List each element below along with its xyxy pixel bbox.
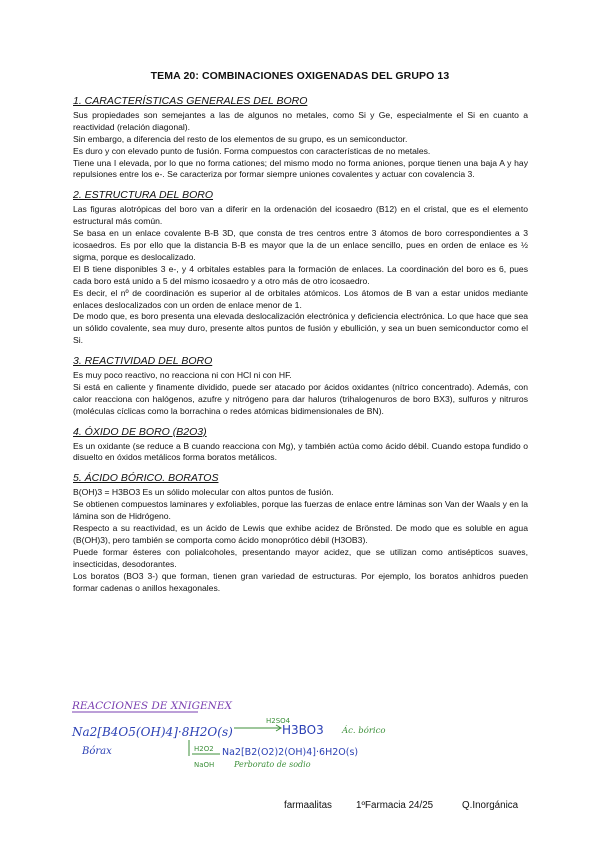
paragraph: Sin embargo, a diferencia del resto de los elementos de su grupo, es un semiconductor. [73, 133, 408, 144]
handwritten-reagent-2b: NaOH [194, 761, 215, 769]
section-heading: 5. ÁCIDO BÓRICO. BORATOS [73, 472, 219, 485]
paragraph: Es muy poco reactivo, no reacciona ni con HCl ni con HF. [73, 370, 292, 381]
paragraph: Los boratos (BO3 3-) que forman, tienen gran variedad de estructuras. Por ejemplo, los boratos anhidros pueden formar cadenas o anillos hexagonales. [73, 570, 528, 593]
paragraph: Si está en caliente y finamente dividido, puede ser atacado por ácidos oxidantes (nítrico concentrado). Además, con calor reacciona con halógenos, azufre y nitrógeno para dar haluros (trihalogenuros de boro BX3), sulfuros y nitruros (moléculas cíclicas como la borrachina o redes atómicas bidimensionales de BN). [73, 381, 528, 416]
handwritten-product-1: H3BO3 [282, 723, 324, 737]
document-body [73, 96, 528, 594]
footer-author: farmaalitas [284, 800, 332, 811]
paragraph: B(OH)3 = H3BO3 Es un sólido molecular con altos puntos de fusión. [73, 487, 334, 498]
handwritten-heading: REACCIONES DE XNIGENEX [72, 700, 232, 712]
paragraph: El B tiene disponibles 3 e-, y 4 orbitales estables para la formación de enlaces. La coordinación del boro es 6, pues cada boro está unido a 5 del mismo icosaedro y a otro más de otro icosaedro. [73, 263, 528, 286]
paragraph: Respecto a su reactividad, es un ácido de Lewis que exhibe acidez de Brönsted. De modo que es soluble en agua (B(OH)3), pero también se comporta como ácido monoprótico débil (H3OB3). [73, 523, 528, 545]
paragraph: Se obtienen compuestos laminares y exfoliables, porque las fuerzas de enlace entre láminas son Van der Waals y en la lámina son de Hidrógeno. [73, 499, 528, 522]
section-heading: 3. REACTIVIDAD DEL BORO [73, 355, 213, 368]
section-heading: 2. ESTRUCTURA DEL BORO [73, 189, 214, 202]
paragraph: Las figuras alotrópicas del boro van a diferir en la ordenación del icosaedro (B12) en el cristal, que es el elemento estructural más común. [73, 204, 528, 227]
paragraph: De modo que, es boro presenta una elevada deslocalización electrónica y deficiencia electrónica. Lo que hace que sea un sólido covalente, sea muy duro, presente altos puntos de fusión y ebullición, y sea un buen semiconductor como el Si. [73, 311, 528, 346]
handwritten-reagent-1: H2SO4 [266, 717, 291, 725]
handwritten-reagent-2a: H2O2 [194, 745, 214, 753]
handwritten-notes [70, 696, 410, 774]
paragraph: Se basa en un enlace covalente B-B 3D, que consta de tres centros entre 3 átomos de boro correspondientes a 3 icosaedros. Es por ello que la distancia B-B es mayor que la de un enlace sencillo, pues en orden de enlace es ½ sigma, porque es deslocalizado. [73, 228, 528, 262]
handwritten-product-2-note: Perborato de sodio [234, 760, 311, 769]
paragraph: Es decir, el nº de coordinación es superior al de orbitales atómicos. Los átomos de B van a estar unidos mediante enlaces deslocalizados con un orden de enlace menor de 1. [73, 287, 528, 310]
handwritten-reactant: Na2[B4O5(OH)4]·8H2O(s) [72, 725, 233, 739]
footer-subject: Q.Inorgánica [462, 800, 519, 811]
handwritten-borax-label: Bórax [82, 746, 112, 757]
paragraph: Sus propiedades son semejantes a las de algunos no metales, como Si y Ge, especialmente el Si en cuanto a reactividad (relación diagonal). [73, 109, 528, 132]
handwritten-product-2: Na2[B2(O2)2(OH)4]·6H2O(s) [222, 747, 359, 758]
page-title: TEMA 20: COMBINACIONES OXIGENADAS DEL GRUPO 13 [150, 70, 450, 82]
section-heading: 1. CARACTERÍSTICAS GENERALES DEL BORO [73, 95, 308, 107]
footer-course: 1ºFarmacia 24/25 [356, 800, 434, 811]
paragraph: Puede formar ésteres con polialcoholes, presentando mayor acidez, que se utilizan como antisépticos suaves, insecticidas, desodorantes. [73, 546, 528, 569]
section-heading: 4. ÓXIDO DE BORO (B2O3) [73, 425, 207, 438]
handwritten-product-1-note: Ác. bórico [342, 726, 386, 736]
paragraph: Tiene una I elevada, por lo que no forma cationes; del mismo modo no forma aniones, porque tienen una baja A y hay repulsiones entre los e-. Se caracteriza por formar siempre uniones covalentes y actuar con covalencia 3. [73, 157, 528, 180]
paragraph: Es duro y con elevado punto de fusión. Forma compuestos con características de no metales. [73, 145, 431, 156]
paragraph: Es un oxidante (se reduce a B cuando reacciona con Mg), y también actúa como ácido débil. Cuando estopa fundido o disuelto en óxidos metálicos forma boratos metálicos. [73, 440, 528, 463]
